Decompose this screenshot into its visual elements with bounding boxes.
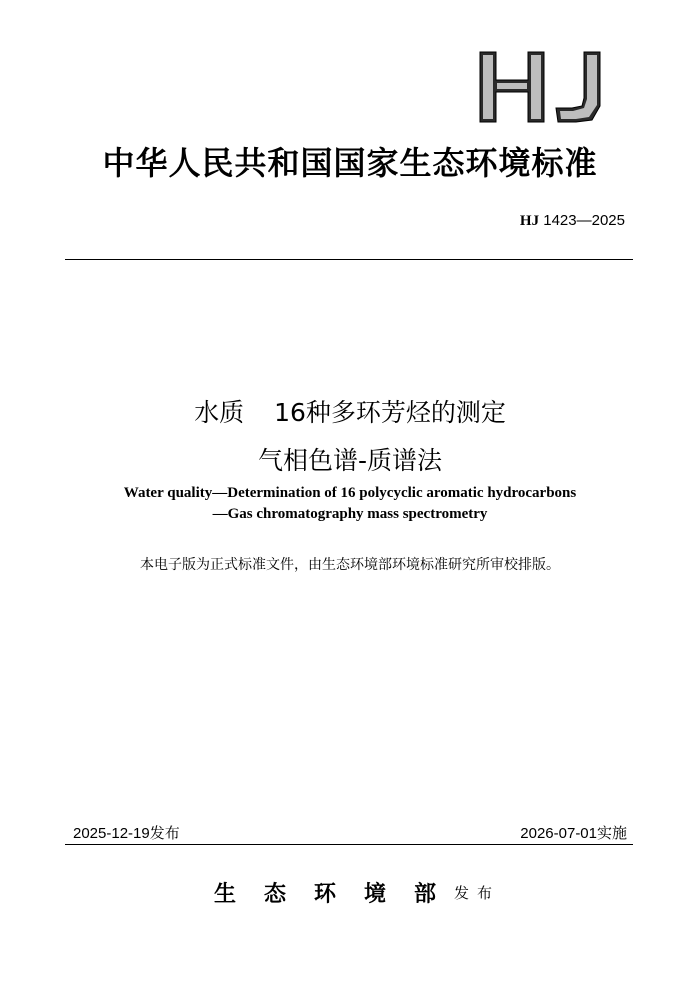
issue-date: 2025-12-19发布 (73, 825, 180, 842)
standard-category-title: 中华人民共和国国家生态环境标准 (102, 144, 598, 182)
chinese-title-line-2: 气相色谱-质谱法 (257, 446, 443, 475)
hj-logo (476, 50, 616, 124)
issuer-char: 生 (213, 881, 236, 907)
issuer-char: 环 (313, 881, 336, 907)
english-title-line-1: Water quality—Determination of 16 polycyclic aromatic hydrocarbons (123, 485, 577, 501)
top-divider (65, 259, 633, 260)
issuer-suffix: 发布 (454, 884, 501, 902)
implementation-date: 2026-07-01实施 (520, 825, 627, 842)
chinese-title-subject: 水质 (194, 398, 245, 427)
bottom-divider (65, 844, 633, 845)
issuer-char: 境 (364, 881, 387, 907)
issuing-authority (0, 877, 700, 908)
issuer-char: 态 (263, 881, 286, 907)
chinese-title-topic: 16种多环芳烃的测定 (274, 398, 506, 427)
chinese-title-line-1 (0, 393, 700, 429)
electronic-version-notice: 本电子版为正式标准文件，由生态环境部环境标准研究所审校排版。 (140, 557, 560, 573)
standard-code-prefix: HJ (519, 213, 540, 229)
issuer-char: 部 (414, 881, 437, 907)
standard-code-number: 1423—2025 (543, 212, 625, 229)
standard-code (520, 212, 625, 230)
english-title-line-2: —Gas chromatography mass spectrometry (212, 506, 488, 522)
